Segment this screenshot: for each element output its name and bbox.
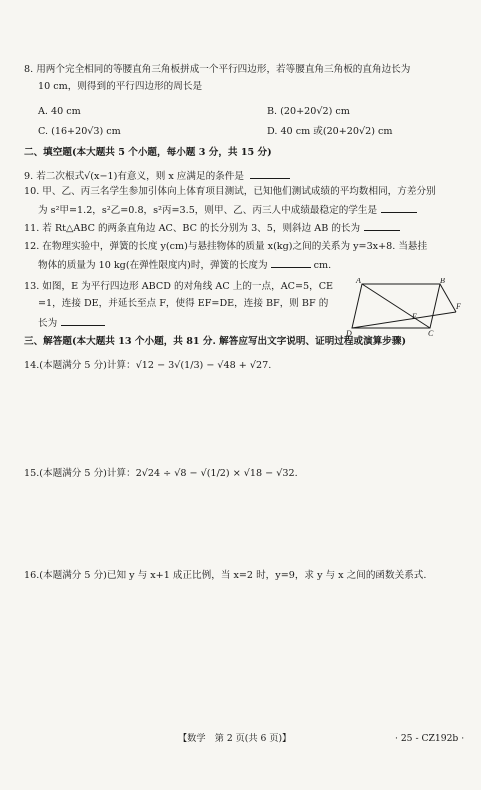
- label-c: C: [428, 329, 434, 336]
- q11-answer-blank: [364, 221, 400, 231]
- label-d: D: [346, 329, 352, 336]
- q13-line2: =1，连接 DE，并延长至点 F，使得 EF=DE，连接 BF，则 BF 的: [38, 298, 329, 309]
- q12-line2: [38, 258, 331, 272]
- q12-unit: cm.: [313, 260, 332, 271]
- q14: 14.(本题满分 5 分)计算：√12 − 3√(1/3) − √48 + √27.: [24, 360, 272, 371]
- q13-answer-blank: [61, 316, 105, 326]
- q11: [24, 221, 400, 235]
- label-e: E: [412, 312, 417, 321]
- q10-answer-blank: [381, 203, 417, 213]
- section-3-heading: 三、解答题(本大题共 13 个小题，共 81 分. 解答应写出文字说明、证明过程或演算步骤): [24, 336, 407, 347]
- q13-line3-text: 长为: [38, 318, 58, 329]
- q13-line3: [38, 316, 105, 330]
- section-2-heading: 二、填空题(本大题共 5 个小题，每小题 3 分，共 15 分): [24, 147, 272, 158]
- q13-line1: 13. 如图，E 为平行四边形 ABCD 的对角线 AC 上的一点，AC=5，CE: [24, 281, 334, 292]
- footer-page-info: 【数学 第 2 页(共 6 页)】: [178, 733, 292, 744]
- segment-df: [352, 312, 456, 328]
- segment-bf: [440, 284, 456, 312]
- q8-option-a: A. 40 cm: [38, 106, 81, 117]
- q8-option-d: D. 40 cm 或(20+20√2) cm: [267, 126, 393, 137]
- q12-answer-blank: [271, 258, 311, 268]
- parallelogram-diagram: [340, 278, 462, 336]
- q8-option-b: B. (20+20√2) cm: [267, 106, 350, 117]
- q10-line2-text: 为 s²甲=1.2，s²乙=0.8，s²丙=3.5，则甲、乙、丙三人中成绩最稳定的学生是: [38, 205, 378, 216]
- q12-line2-text: 物体的质量为 10 kg(在弹性限度内)时，弹簧的长度为: [38, 260, 268, 271]
- label-f: F: [456, 302, 461, 311]
- q9-answer-blank: [250, 169, 290, 179]
- q8-line1: 8. 用两个完全相同的等腰直角三角板拼成一个平行四边形，若等腰直角三角板的直角边长为: [24, 64, 411, 75]
- q12-line1: 12. 在物理实验中，弹簧的长度 y(cm)与悬挂物体的质量 x(kg)之间的关系为 y=3x+8. 当悬挂: [24, 241, 428, 252]
- q8-line2: [38, 81, 202, 93]
- q8-option-c: C. (16+20√3) cm: [38, 126, 121, 137]
- q8-line2-text: 10 cm，则得到的平行四边形的周长是: [38, 81, 203, 92]
- q15: 15.(本题满分 5 分)计算：2√24 ÷ √8 − √(1/2) × √18 − √32.: [24, 468, 298, 479]
- label-a: A: [356, 278, 361, 285]
- q9-text: 9. 若二次根式√(x−1)有意义，则 x 应满足的条件是: [24, 171, 244, 182]
- q10-line1: 10. 甲、乙、丙三名学生参加引体向上体育项目测试，已知他们测试成绩的平均数相同，方差分别: [24, 186, 436, 197]
- q9: [24, 169, 290, 183]
- label-b: B: [440, 278, 445, 285]
- footer-code: · 25 - CZ192b ·: [395, 733, 465, 744]
- q10-line2: [38, 203, 417, 217]
- q16: 16.(本题满分 5 分)已知 y 与 x+1 成正比例，当 x=2 时，y=9，求 y 与 x 之间的函数关系式.: [24, 570, 427, 581]
- parallelogram-figure: [340, 278, 462, 336]
- q11-text: 11. 若 Rt△ABC 的两条直角边 AC、BC 的长分别为 3、5，则斜边 AB 的长为: [24, 223, 361, 234]
